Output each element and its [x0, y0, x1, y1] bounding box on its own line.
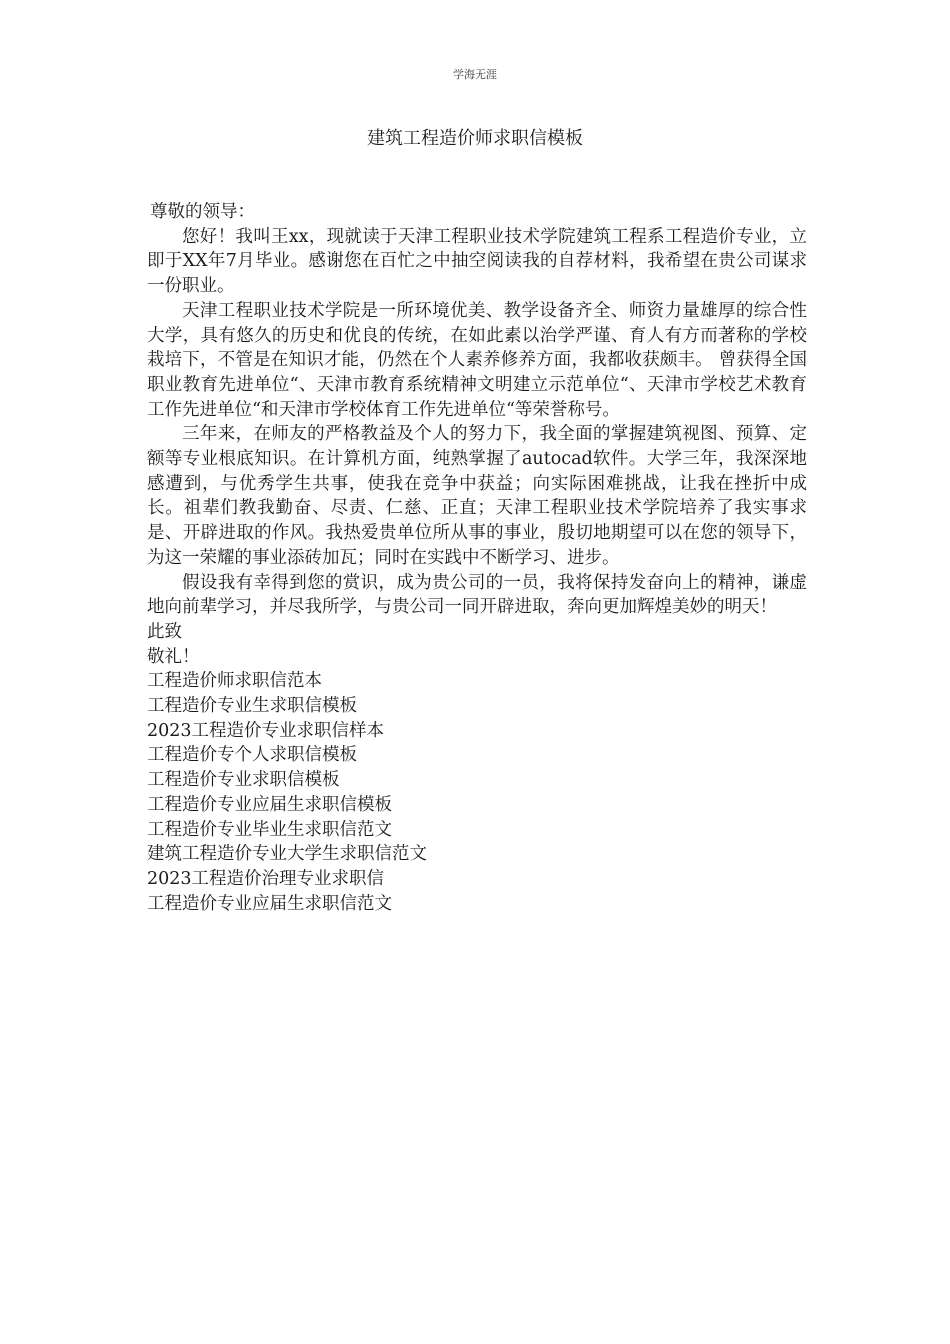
related-item: 建筑工程造价专业大学生求职信范文: [147, 844, 427, 865]
related-list: [147, 669, 807, 916]
closing-greeting: 此致: [147, 621, 182, 642]
related-item: 工程造价专业毕业生求职信范文: [147, 819, 392, 840]
salutation: 尊敬的领导：: [150, 202, 255, 222]
paragraph-closing: 假设我有幸得到您的赏识，成为贵公司的一员，我将保持发奋向上的精神，谦虚地向前辈学习，并尽我所学，与贵公司一同开辟进取，奔向更加辉煌美妙的明天！: [147, 572, 807, 618]
related-item: 工程造价专业应届生求职信范文: [147, 893, 392, 914]
related-item: 工程造价专业生求职信模板: [147, 696, 357, 717]
closing-salute: 敬礼！: [147, 646, 200, 667]
paragraph-intro: 您好！我叫王xx，现就读于天津工程职业技术学院建筑工程系工程造价专业，立即于XX年7月毕业。感谢您在百忙之中抽空阅读我的自荐材料，我希望在贵公司谋求一份职业。: [147, 226, 807, 297]
letter-body: [147, 200, 807, 916]
related-item: 2023工程造价专业求职信样本: [147, 720, 385, 741]
page-header: 学海无涯: [453, 68, 497, 81]
related-item: 工程造价专业求职信模板: [147, 770, 340, 791]
document-title: 建筑工程造价师求职信模板: [367, 128, 583, 149]
related-item: 工程造价师求职信范本: [147, 671, 322, 692]
related-item: 2023工程造价治理专业求职信: [147, 868, 385, 889]
related-item: 工程造价专个人求职信模板: [147, 745, 357, 766]
paragraph-school: 天津工程职业技术学院是一所环境优美、教学设备齐全、师资力量雄厚的综合性大学，具有悠久的历史和优良的传统，在如此素以治学严谨、育人有方而著称的学校栽培下，不管是在知识才能，仍然在个人素养修养方面，我都收获颇丰。 曾获得全国职业教育先进单位“、天津市教育系统精神文明建立示范单位“、天津市学校艺术教育工作先进单位“和天津市学校体育工作先进单位“等荣誉称号。: [147, 300, 807, 420]
related-item: 工程造价专业应届生求职信模板: [147, 794, 392, 815]
paragraph-skills: 三年来，在师友的严格教益及个人的努力下，我全面的掌握建筑视图、预算、定额等专业根底知识。在计算机方面，纯熟掌握了autocad软件。大学三年，我深深地感遭到，与优秀学生共事，使我在竞争中获益；向实际困难挑战，让我在挫折中成长。祖辈们教我勤奋、尽责、仁慈、正直；天津工程职业技术学院培养了我实事求是、开辟进取的作风。我热爱贵单位所从事的事业，殷切地期望可以在您的领导下，为这一荣耀的事业添砖加瓦；同时在实践中不断学习、进步。: [147, 424, 807, 568]
